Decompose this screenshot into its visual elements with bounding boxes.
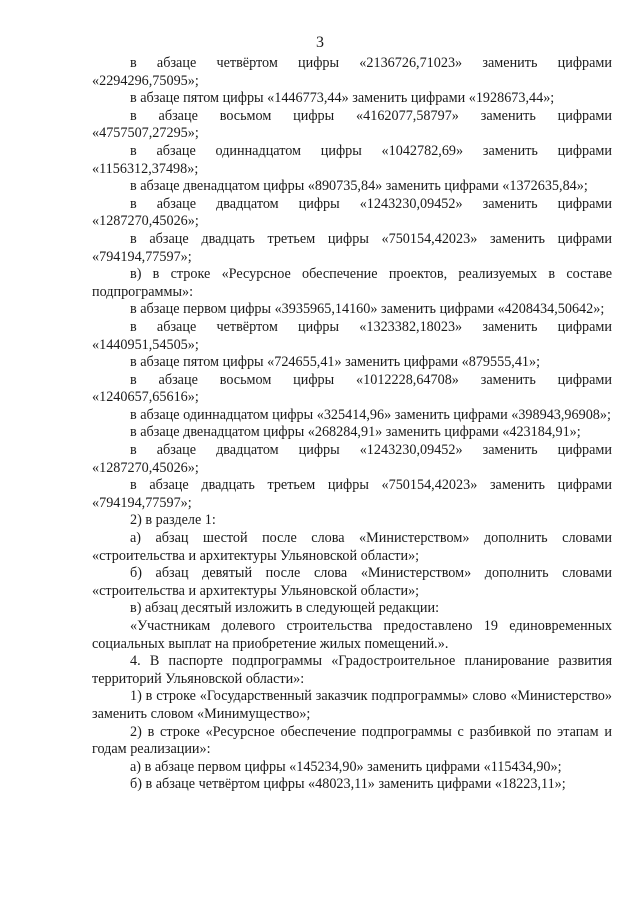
paragraph: в абзаце первом цифры «3935965,14160» заменить цифрами «4208434,50642»; bbox=[130, 301, 605, 318]
paragraph: в абзаце двадцать третьем цифры «750154,42023» заменить цифрами «794194,77597»; bbox=[92, 230, 612, 265]
paragraph: в абзаце двенадцатом цифры «890735,84» заменить цифрами «1372635,84»; bbox=[130, 178, 588, 195]
document-body bbox=[92, 55, 612, 794]
paragraph: 4. В паспорте подпрограммы «Градостроительное планирование развития территорий Ульяновской области»: bbox=[92, 653, 612, 687]
page-number: 3 bbox=[316, 34, 324, 51]
paragraph: в абзаце двадцатом цифры «1243230,09452» заменить цифрами «1287270,45026»; bbox=[92, 442, 612, 476]
paragraph: в абзаце одиннадцатом цифры «1042782,69» заменить цифрами «1156312,37498»; bbox=[92, 142, 612, 177]
paragraph: в) в строке «Ресурсное обеспечение проектов, реализуемых в составе подпрограммы»: bbox=[92, 266, 612, 300]
paragraph: 1) в строке «Государственный заказчик подпрограммы» слово «Министерство» заменить словом «Минимущество»; bbox=[92, 688, 612, 722]
paragraph: «Участникам долевого строительства предоставлено 19 единовременных социальных выплат на приобретение жилых помещений.». bbox=[92, 618, 612, 652]
paragraph: в абзаце восьмом цифры «4162077,58797» заменить цифрами «4757507,27295»; bbox=[92, 107, 612, 142]
paragraph: в абзаце двадцать третьем цифры «750154,42023» заменить цифрами «794194,77597»; bbox=[92, 477, 612, 511]
paragraph: 2) в строке «Ресурсное обеспечение подпрограммы с разбивкой по этапам и годам реализации»: bbox=[92, 723, 612, 758]
paragraph: а) в абзаце первом цифры «145234,90» заменить цифрами «115434,90»; bbox=[130, 758, 562, 775]
paragraph: в абзаце четвёртом цифры «1323382,18023» заменить цифрами «1440951,54505»; bbox=[92, 318, 612, 353]
paragraph: в абзаце пятом цифры «724655,41» заменить цифрами «879555,41»; bbox=[130, 354, 541, 371]
paragraph: в абзаце пятом цифры «1446773,44» заменить цифрами «1928673,44»; bbox=[130, 90, 555, 107]
paragraph: в абзаце двенадцатом цифры «268284,91» заменить цифрами «423184,91»; bbox=[130, 424, 581, 441]
paragraph: в абзаце одиннадцатом цифры «325414,96» заменить цифрами «398943,96908»; bbox=[130, 406, 611, 423]
paragraph: а) абзац шестой после слова «Министерством» дополнить словами «строительства и архитектуры Ульяновской области»; bbox=[92, 530, 612, 564]
paragraph: б) абзац девятый после слова «Министерством» дополнить словами «строительства и архитектуры Ульяновской области»; bbox=[92, 565, 612, 599]
paragraph: в абзаце двадцатом цифры «1243230,09452» заменить цифрами «1287270,45026»; bbox=[92, 195, 612, 230]
paragraph: 2) в разделе 1: bbox=[130, 512, 216, 529]
paragraph: в абзаце восьмом цифры «1012228,64708» заменить цифрами «1240657,65616»; bbox=[92, 371, 612, 406]
paragraph: в) абзац десятый изложить в следующей редакции: bbox=[130, 600, 440, 617]
paragraph: б) в абзаце четвёртом цифры «48023,11» заменить цифрами «18223,11»; bbox=[130, 776, 566, 793]
paragraph: в абзаце четвёртом цифры «2136726,71023» заменить цифрами «2294296,75095»; bbox=[92, 55, 612, 89]
